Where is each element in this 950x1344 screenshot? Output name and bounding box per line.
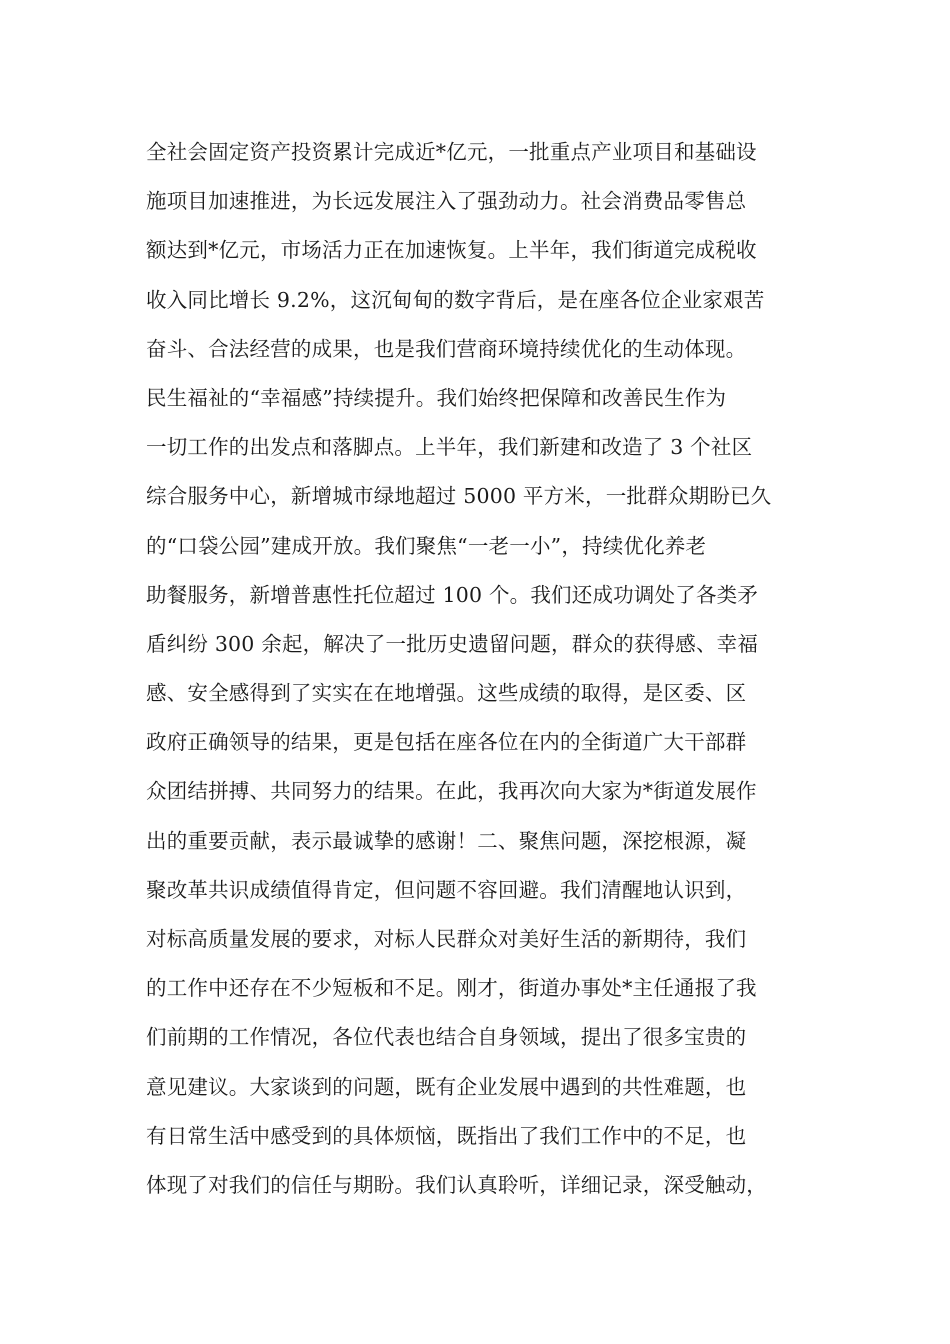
text-line: 收入同比增长 9.2%，这沉甸甸的数字背后，是在座各位企业家艰苦 bbox=[146, 287, 765, 312]
text-line: 众团结拼搏、共同努力的结果。在此，我再次向大家为*街道发展作 bbox=[146, 779, 757, 804]
text-line: 们前期的工作情况，各位代表也结合自身领域，提出了很多宝贵的 bbox=[146, 1025, 747, 1050]
text-line: 体现了对我们的信任与期盼。我们认真聆听，详细记录，深受触动， bbox=[146, 1172, 767, 1197]
text-line: 感、安全感得到了实实在在地增强。这些成绩的取得，是区委、区 bbox=[146, 681, 747, 706]
text-line: 的工作中还存在不少短板和不足。刚才，街道办事处*主任通报了我 bbox=[146, 976, 757, 1001]
text-line: 施项目加速推进，为长远发展注入了强劲动力。社会消费品零售总 bbox=[146, 189, 747, 214]
text-line: 奋斗、合法经营的成果，也是我们营商环境持续优化的生动体现。 bbox=[146, 336, 747, 361]
text-line: 综合服务中心，新增城市绿地超过 5000 平方米，一批群众期盼已久 bbox=[146, 484, 772, 509]
text-line: 对标高质量发展的要求，对标人民群众对美好生活的新期待，我们 bbox=[146, 927, 747, 951]
text-line: 额达到*亿元，市场活力正在加速恢复。上半年，我们街道完成税收 bbox=[146, 238, 757, 263]
text-line: 意见建议。大家谈到的问题，既有企业发展中遇到的共性难题，也 bbox=[146, 1074, 747, 1099]
text-line: 聚改革共识成绩值得肯定，但问题不容回避。我们清醒地认识到， bbox=[146, 877, 747, 902]
text-line: 政府正确领导的结果，更是包括在座各位在内的全街道广大干部群 bbox=[146, 730, 747, 755]
text-line: 有日常生活中感受到的具体烦恼，既指出了我们工作中的不足，也 bbox=[146, 1123, 747, 1148]
text-line: 全社会固定资产投资累计完成近*亿元，一批重点产业项目和基础设 bbox=[146, 140, 757, 164]
body-text bbox=[146, 128, 846, 1210]
text-line: 民生福祉的“幸福感”持续提升。我们始终把保障和改善民生作为 bbox=[146, 385, 727, 410]
text-line: 盾纠纷 300 余起，解决了一批历史遗留问题，群众的获得感、幸福 bbox=[146, 631, 759, 656]
text-line: 的“口袋公园”建成开放。我们聚焦“一老一小”，持续优化养老 bbox=[146, 533, 707, 558]
text-line: 一切工作的出发点和落脚点。上半年，我们新建和改造了 3 个社区 bbox=[146, 435, 753, 460]
text-line: 助餐服务，新增普惠性托位超过 100 个。我们还成功调处了各类矛 bbox=[146, 582, 759, 607]
text-line: 出的重要贡献，表示最诚挚的感谢！二、聚焦问题，深挖根源，凝 bbox=[146, 828, 747, 853]
